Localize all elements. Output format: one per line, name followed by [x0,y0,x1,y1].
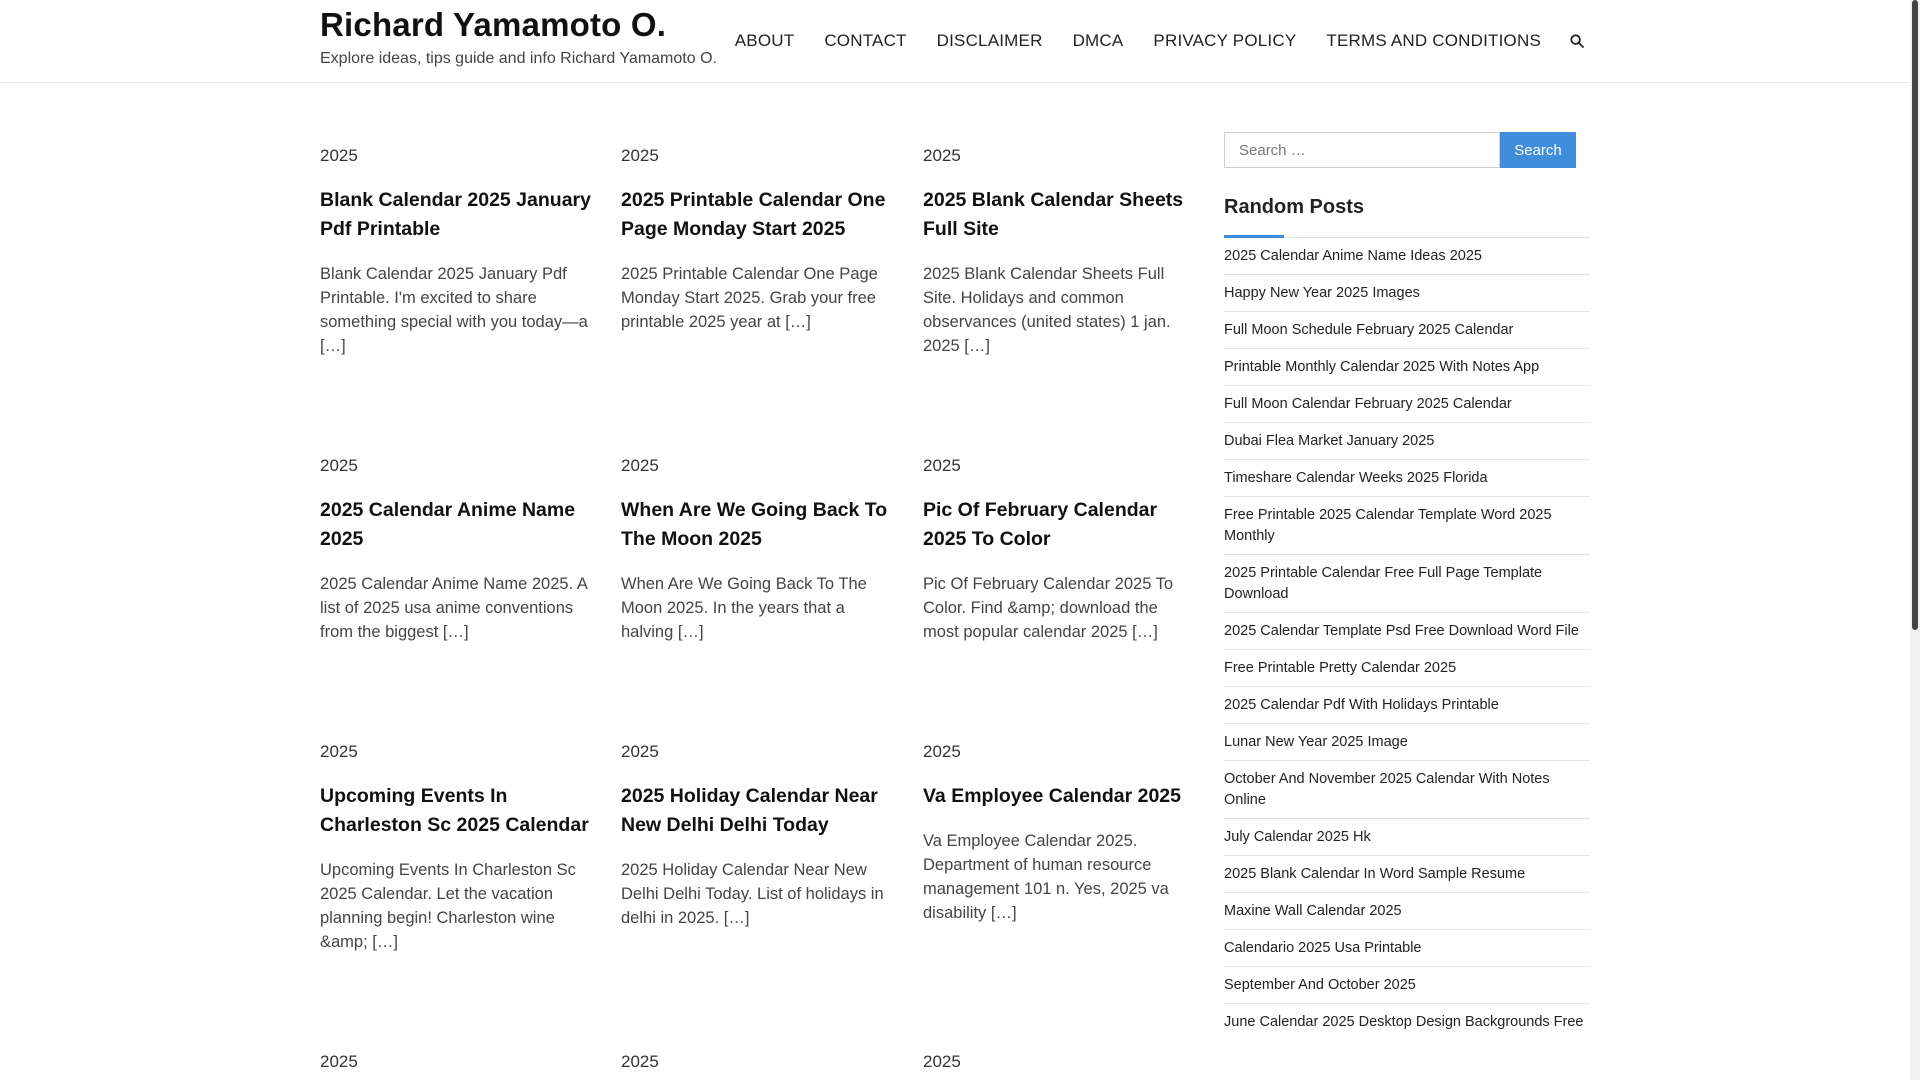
post-excerpt: When Are We Going Back To The Moon 2025. In the years that a halving […] [621,575,867,641]
random-post-link[interactable]: 2025 Calendar Pdf With Holidays Printable [1224,687,1590,724]
sidebar [1224,132,1590,1040]
post-title[interactable]: 2025 Holiday Calendar Near New Delhi Delhi Today [621,785,878,836]
random-post-link[interactable]: Full Moon Calendar February 2025 Calendar [1224,386,1590,423]
post-excerpt: Va Employee Calendar 2025. Department of human resource management 101 n. Yes, 2025 va disability […] [923,832,1169,922]
post-excerpt: Blank Calendar 2025 January Pdf Printable. I'm excited to share something special with you today—a […] [320,265,588,355]
nav-terms-and-conditions[interactable]: TERMS AND CONDITIONS [1326,31,1541,50]
post-category[interactable]: 2025 [621,1052,659,1071]
post-card [621,146,893,334]
random-post-link[interactable]: 2025 Printable Calendar Free Full Page Template Download [1224,555,1590,613]
post-title[interactable]: Upcoming Events In Charleston Sc 2025 Calendar [320,785,589,836]
post-category[interactable]: 2025 [923,146,961,165]
post-title[interactable]: 2025 Calendar Anime Name 2025 [320,499,576,550]
post-title[interactable]: Pic Of February Calendar 2025 To Color [923,499,1158,550]
post-card [621,742,893,930]
search-button[interactable]: Search [1500,132,1576,168]
post-excerpt: Upcoming Events In Charleston Sc 2025 Calendar. Let the vacation planning begin! Charleston wine &amp; […] [320,861,576,951]
random-posts-title: Random Posts [1224,196,1590,238]
post-category[interactable]: 2025 [923,456,961,475]
post-card [621,456,893,644]
post-category[interactable]: 2025 [621,742,659,761]
sidebar-search-form [1224,132,1590,168]
random-posts-list [1224,238,1590,1040]
scrollbar-thumb[interactable] [1912,0,1918,630]
random-post-link[interactable]: Maxine Wall Calendar 2025 [1224,893,1590,930]
nav-dmca[interactable]: DMCA [1072,31,1124,50]
post-card [923,146,1195,358]
post-title[interactable]: 2025 Blank Calendar Sheets Full Site [923,189,1184,240]
random-post-link[interactable]: Free Printable Pretty Calendar 2025 [1224,650,1590,687]
post-excerpt: 2025 Holiday Calendar Near New Delhi Delhi Today. List of holidays in delhi in 2025. […] [621,861,884,927]
search-input[interactable] [1224,132,1500,168]
main-nav [720,0,1590,82]
random-post-link[interactable]: Free Printable 2025 Calendar Template Word 2025 Monthly [1224,497,1590,555]
post-card [923,742,1195,925]
site-description: Explore ideas, tips guide and info Richard Yamamoto O. [320,50,717,67]
post-category[interactable]: 2025 [621,456,659,475]
post-title[interactable]: Blank Calendar 2025 January Pdf Printable [320,189,591,240]
random-post-link[interactable]: September And October 2025 [1224,967,1590,1004]
nav-contact[interactable]: CONTACT [824,31,907,50]
nav-about[interactable]: ABOUT [734,31,795,50]
post-excerpt: 2025 Blank Calendar Sheets Full Site. Holidays and common observances (united states) 1 jan. 2025 […] [923,265,1171,355]
random-post-link[interactable]: 2025 Blank Calendar In Word Sample Resume [1224,856,1590,893]
search-icon-graphic [1570,34,1584,48]
post-category[interactable]: 2025 [320,146,358,165]
post-card [923,1052,1195,1072]
site-header [0,0,1920,83]
post-category[interactable]: 2025 [320,1052,358,1071]
post-excerpt: 2025 Calendar Anime Name 2025. A list of 2025 usa anime conventions from the biggest […] [320,575,587,641]
random-post-link[interactable]: 2025 Calendar Anime Name Ideas 2025 [1224,238,1590,275]
post-category[interactable]: 2025 [923,742,961,761]
random-post-link[interactable]: Full Moon Schedule February 2025 Calendar [1224,312,1590,349]
post-category[interactable]: 2025 [320,456,358,475]
post-card [320,742,592,954]
post-category[interactable]: 2025 [320,742,358,761]
random-post-link[interactable]: Printable Monthly Calendar 2025 With Notes App [1224,349,1590,386]
nav-disclaimer[interactable]: DISCLAIMER [936,31,1043,50]
post-title[interactable]: Va Employee Calendar 2025 [923,785,1181,807]
post-excerpt: 2025 Printable Calendar One Page Monday Start 2025. Grab your free printable 2025 year at […] [621,265,878,331]
random-post-link[interactable]: October And November 2025 Calendar With Notes Online [1224,761,1590,819]
post-card [923,456,1195,644]
random-post-link[interactable]: Happy New Year 2025 Images [1224,275,1590,312]
post-excerpt: Pic Of February Calendar 2025 To Color. Find &amp; download the most popular calendar 2025 […] [923,575,1174,641]
random-post-link[interactable]: 2025 Calendar Template Psd Free Download Word File [1224,613,1590,650]
random-post-link[interactable]: Dubai Flea Market January 2025 [1224,423,1590,460]
site-title[interactable]: Richard Yamamoto O. [320,6,667,43]
post-card [320,1052,592,1072]
post-title[interactable]: When Are We Going Back To The Moon 2025 [621,499,888,550]
nav-privacy-policy[interactable]: PRIVACY POLICY [1153,31,1297,50]
post-card [320,146,592,358]
random-post-link[interactable]: Timeshare Calendar Weeks 2025 Florida [1224,460,1590,497]
search-icon[interactable] [1564,28,1590,54]
page-scrollbar[interactable] [1910,0,1920,1080]
random-post-link[interactable]: June Calendar 2025 Desktop Design Backgrounds Free [1224,1014,1584,1030]
post-card [621,1052,893,1072]
post-title[interactable]: 2025 Printable Calendar One Page Monday Start 2025 [621,189,886,240]
random-post-link[interactable]: Lunar New Year 2025 Image [1224,724,1590,761]
post-card [320,456,592,644]
random-post-link[interactable]: July Calendar 2025 Hk [1224,819,1590,856]
post-category[interactable]: 2025 [923,1052,961,1071]
random-post-link[interactable]: Calendario 2025 Usa Printable [1224,930,1590,967]
post-category[interactable]: 2025 [621,146,659,165]
